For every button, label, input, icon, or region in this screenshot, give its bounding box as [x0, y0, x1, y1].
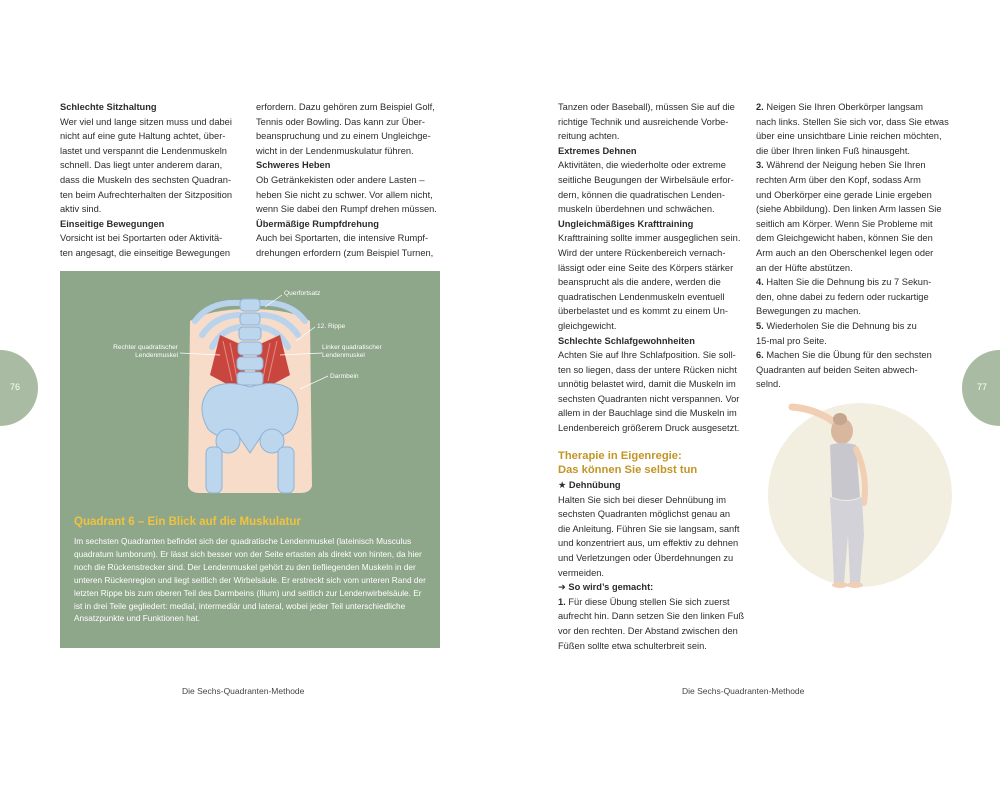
- left-col2-line: wenn Sie dabei den Rumpf drehen müssen.: [256, 204, 437, 215]
- step-text: über eine unsichtbare Linie reichen möchten,: [756, 131, 942, 142]
- lumbar-anatomy-illustration: [60, 271, 440, 501]
- left-col1-line: ten angesagt, die einseitige Bewegungen: [60, 247, 231, 258]
- therapy-title: [558, 449, 697, 477]
- left-col2-line: beanspruchung und zu einem Ungleichge-: [256, 131, 431, 142]
- left-col1-line: Vorsicht ist bei Sportarten oder Aktivitä-: [60, 233, 223, 244]
- step-text: aufrecht hin. Dann setzen Sie den linken Fuß: [558, 611, 745, 622]
- label-darmbein: Darmbein: [330, 373, 359, 380]
- left-col2-line: drehungen erfordern (zum Beispiel Turnen,: [256, 247, 434, 258]
- left-col1-line: lastet und verspannt die Lendenmuskeln: [60, 145, 227, 156]
- step-number: 5.: [756, 320, 764, 331]
- right-col1-line: muskeln überdehnen und schwächen.: [558, 204, 715, 215]
- steps-line: [756, 377, 952, 392]
- right-col1-line: Wird der untere Rückenbereich vernach-: [558, 247, 726, 258]
- step-text: rechten Arm über den Kopf, sodass Arm: [756, 174, 921, 185]
- steps-line: [756, 144, 952, 159]
- hair-bun: [833, 413, 847, 425]
- step-text: Für diese Übung stellen Sie sich zuerst: [568, 596, 730, 607]
- left-col2-line: Auch bei Sportarten, die intensive Rumpf-: [256, 233, 429, 244]
- foot-left: [832, 582, 848, 588]
- exercise-label: ★ Dehnübung: [558, 480, 621, 490]
- info-box-quadrant-6: [60, 271, 440, 648]
- right-col1-line: Krafttraining sollte immer ausgeglichen sein.: [558, 233, 741, 244]
- step-text: (siehe Abbildung). Den linken Arm lassen Sie: [756, 204, 942, 215]
- steps-line: [756, 246, 952, 261]
- steps-line: [756, 115, 952, 130]
- page-number-tab-left: [0, 350, 38, 426]
- right-col1-line: beansprucht als die andere, werden die: [558, 277, 721, 288]
- femur-right: [206, 447, 222, 493]
- howto-label: ➜ So wird’s gemacht:: [558, 582, 654, 593]
- steps-line: [756, 319, 952, 334]
- step-text: dem Gleichgewicht haben, können Sie den: [756, 233, 933, 244]
- left-col1-line: ten beim Aufrechterhalten der Sitzposition: [60, 189, 233, 200]
- step-text: und Oberkörper eine gerade Linie ergeben: [756, 189, 932, 200]
- steps-line: [756, 202, 952, 217]
- step-number: 3.: [756, 160, 764, 171]
- right-col1-line: gleichgewicht.: [558, 320, 617, 331]
- left-col2-line: heben Sie nicht zu schwer. Vor allem nicht,: [256, 189, 433, 200]
- therapy-intro-line: Halten Sie sich bei dieser Dehnübung im: [558, 494, 726, 505]
- step-1-line: [558, 639, 748, 654]
- left-col2-line: erfordern. Dazu gehören zum Beispiel Golf,: [256, 102, 435, 112]
- steps-line: [756, 158, 952, 173]
- right-col1-line: dern, können die quadratischen Lenden-: [558, 189, 725, 200]
- step-text: seitlich am Körper. Wenn Sie Probleme mit: [756, 218, 933, 229]
- step-text: Wiederholen Sie die Dehnung bis zu: [766, 320, 917, 331]
- right-col1-line: Tanzen oder Baseball), müssen Sie auf die: [558, 102, 735, 112]
- footer-right: Die Sechs-Quadranten-Methode: [682, 686, 805, 696]
- left-col2-line: Ob Getränkekisten oder andere Lasten –: [256, 174, 425, 185]
- label-12-rippe: 12. Rippe: [317, 323, 346, 330]
- steps-line: [756, 173, 952, 188]
- left-col1-line: nicht auf eine gute Haltung achtet, über-: [60, 131, 226, 142]
- page-number-right: 77: [977, 382, 988, 392]
- left-col2-heading: Schweres Heben: [256, 160, 331, 171]
- steps-line: [756, 275, 952, 290]
- therapy-content: [558, 478, 748, 653]
- therapy-title-line-1: Therapie in Eigenregie:: [558, 450, 682, 462]
- therapy-title-line-2: Das können Sie selbst tun: [558, 464, 698, 476]
- right-column-1: [558, 100, 748, 436]
- therapy-intro-line: die Anleitung. Führen Sie sie langsam, sanft: [558, 523, 740, 534]
- therapy-intro-line: vermeiden.: [558, 567, 604, 578]
- steps-line: [756, 231, 952, 246]
- right-col1-line: unnötig belastet wird, damit die Muskeln im: [558, 379, 736, 390]
- left-col1-line: schnell. Das liegt unter anderem daran,: [60, 160, 223, 171]
- label-linker-lendenmuskel: Linker quadratischer Lendenmuskel: [322, 344, 382, 360]
- steps-line: [756, 290, 952, 305]
- right-column-2: [756, 100, 952, 392]
- steps-line: [756, 363, 952, 378]
- right-col1-line: richtige Technik und ausreichende Vorbe-: [558, 116, 729, 127]
- right-col1-line: sechsten Quadranten nicht verspannen. Vor: [558, 393, 740, 404]
- step-text: die über Ihren linken Fuß hinausgeht.: [756, 145, 911, 156]
- therapy-intro-line: sechsten Quadranten möglichst genau an: [558, 509, 731, 520]
- therapy-intro-line: und konzentriert aus, um effektiv zu dehnen: [558, 538, 739, 549]
- label-querfortsatz: Querfortsatz: [284, 290, 321, 297]
- step-text: nach links. Stellen Sie sich vor, dass Sie etwas: [756, 116, 949, 127]
- foot-right: [847, 582, 863, 588]
- step-text: Während der Neigung heben Sie Ihren: [766, 160, 926, 171]
- steps-line: [756, 304, 952, 319]
- right-col1-line: quadratischen Lendenmuskeln eventuell: [558, 291, 725, 302]
- info-box-text: Im sechsten Quadranten befindet sich der quadratische Lendenmuskel (lateinisch Musculus quadratum lumborum). Er lässt sich besser von der Seite ertasten als direkt von hinten, da hier noch die Rückenstrecker sind. Der Lendenmuskel gehört zu den tiefliegenden Muskeln in der unteren Rückenregion und liegt seitlich der Wirbelsäule. Er erstreckt sich vom unteren Rand der letzten Rippe bis zum oberen Teil des Darmbeins (Ilium) und seitlich zur Lendenwirbelsäule. Er ist in drei Teile gegliedert: medial, intermediär und lateral, wobei jeder Teil unterschiedliche Ansatzpunkte und Funktionen hat.: [74, 536, 426, 624]
- right-col1-line: Aktivitäten, die wiederholte oder extreme: [558, 160, 726, 171]
- steps-line: [756, 129, 952, 144]
- left-col2-line: Tennis oder Bowling. Das kann zur Über-: [256, 116, 425, 127]
- step-number: 6.: [756, 350, 764, 361]
- info-box-title: Quadrant 6 – Ein Blick auf die Muskulatur: [74, 516, 301, 528]
- left-col1-line: dass die Muskeln des sechsten Quadran-: [60, 174, 232, 185]
- right-col1-line: allem in der Bauchlage sind die Muskeln im: [558, 408, 737, 419]
- femur-left: [278, 447, 294, 493]
- step-text: vor den rechten. Der Abstand zwischen den: [558, 625, 738, 636]
- right-col1-heading: Schlechte Schlafgewohnheiten: [558, 335, 695, 346]
- step-text: 15-mal pro Seite.: [756, 335, 827, 346]
- left-column-1: [60, 100, 240, 261]
- step-number: 1.: [558, 596, 566, 607]
- right-col1-heading: Extremes Dehnen: [558, 145, 637, 156]
- right-col1-line: Achten Sie auf Ihre Schlafposition. Sie soll-: [558, 350, 736, 361]
- left-col1-heading: Schlechte Sitzhaltung: [60, 102, 157, 112]
- step-text: Neigen Sie Ihren Oberkörper langsam: [766, 102, 923, 112]
- label-rechter-lendenmuskel: Rechter quadratischer Lendenmuskel: [113, 344, 178, 360]
- step-text: Quadranten auf beiden Seiten abwech-: [756, 364, 918, 375]
- steps-line: [756, 217, 952, 232]
- left-column-2: [256, 100, 446, 261]
- right-col1-line: überbelastet und es kommt zu einem Un-: [558, 306, 729, 317]
- page-number-left: 76: [10, 382, 21, 392]
- left-col1-line: Wer viel und lange sitzen muss und dabei: [60, 116, 232, 127]
- step-text: Machen Sie die Übung für den sechsten: [766, 350, 932, 361]
- step-number: 4.: [756, 277, 764, 288]
- right-col1-line: Lendenbereich größerem Druck ausgesetzt.: [558, 423, 740, 434]
- right-col1-line: lässigt oder eine Seite des Körpers stärker: [558, 262, 734, 273]
- step-text: Füßen sollte etwa schulterbreit sein.: [558, 640, 707, 651]
- right-col1-line: ten so liegen, dass der untere Rücken nicht: [558, 364, 737, 375]
- step-1-line: [558, 595, 748, 610]
- right-col1-line: seitliche Beugungen der Wirbelsäule erfor-: [558, 174, 734, 185]
- page-number-tab-right: [962, 350, 1000, 426]
- steps-line: [756, 334, 952, 349]
- step-number: 2.: [756, 102, 764, 112]
- step-text: Arm auch an den Oberschenkel legen oder: [756, 247, 934, 258]
- steps-line: [756, 261, 952, 276]
- therapy-intro-line: und Verletzungen oder Überdehnungen zu: [558, 552, 734, 563]
- steps-line: [756, 348, 952, 363]
- step-text: an der Hüfte abstützen.: [756, 262, 853, 273]
- right-col1-line: reitung achten.: [558, 131, 620, 142]
- left-col1-line: aktiv sind.: [60, 204, 102, 215]
- step-text: Halten Sie die Dehnung bis zu 7 Sekun-: [766, 277, 932, 288]
- right-col1-heading: Ungleichmäßiges Krafttraining: [558, 218, 694, 229]
- stretching-woman-illustration: [760, 395, 955, 590]
- step-text: selnd.: [756, 379, 781, 390]
- left-col2-line: wicht in der Lendenmuskulatur führen.: [256, 145, 414, 156]
- step-1-line: [558, 609, 748, 624]
- steps-line: [756, 188, 952, 203]
- step-text: Bewegungen zu machen.: [756, 306, 861, 317]
- left-col2-heading: Übermäßige Rumpfdrehung: [256, 218, 379, 229]
- step-text: den, ohne dabei zu federn oder ruckartige: [756, 291, 929, 302]
- left-col1-heading: Einseitige Bewegungen: [60, 218, 165, 229]
- steps-line: [756, 100, 952, 115]
- footer-left: Die Sechs-Quadranten-Methode: [182, 686, 305, 696]
- step-1-line: [558, 624, 748, 639]
